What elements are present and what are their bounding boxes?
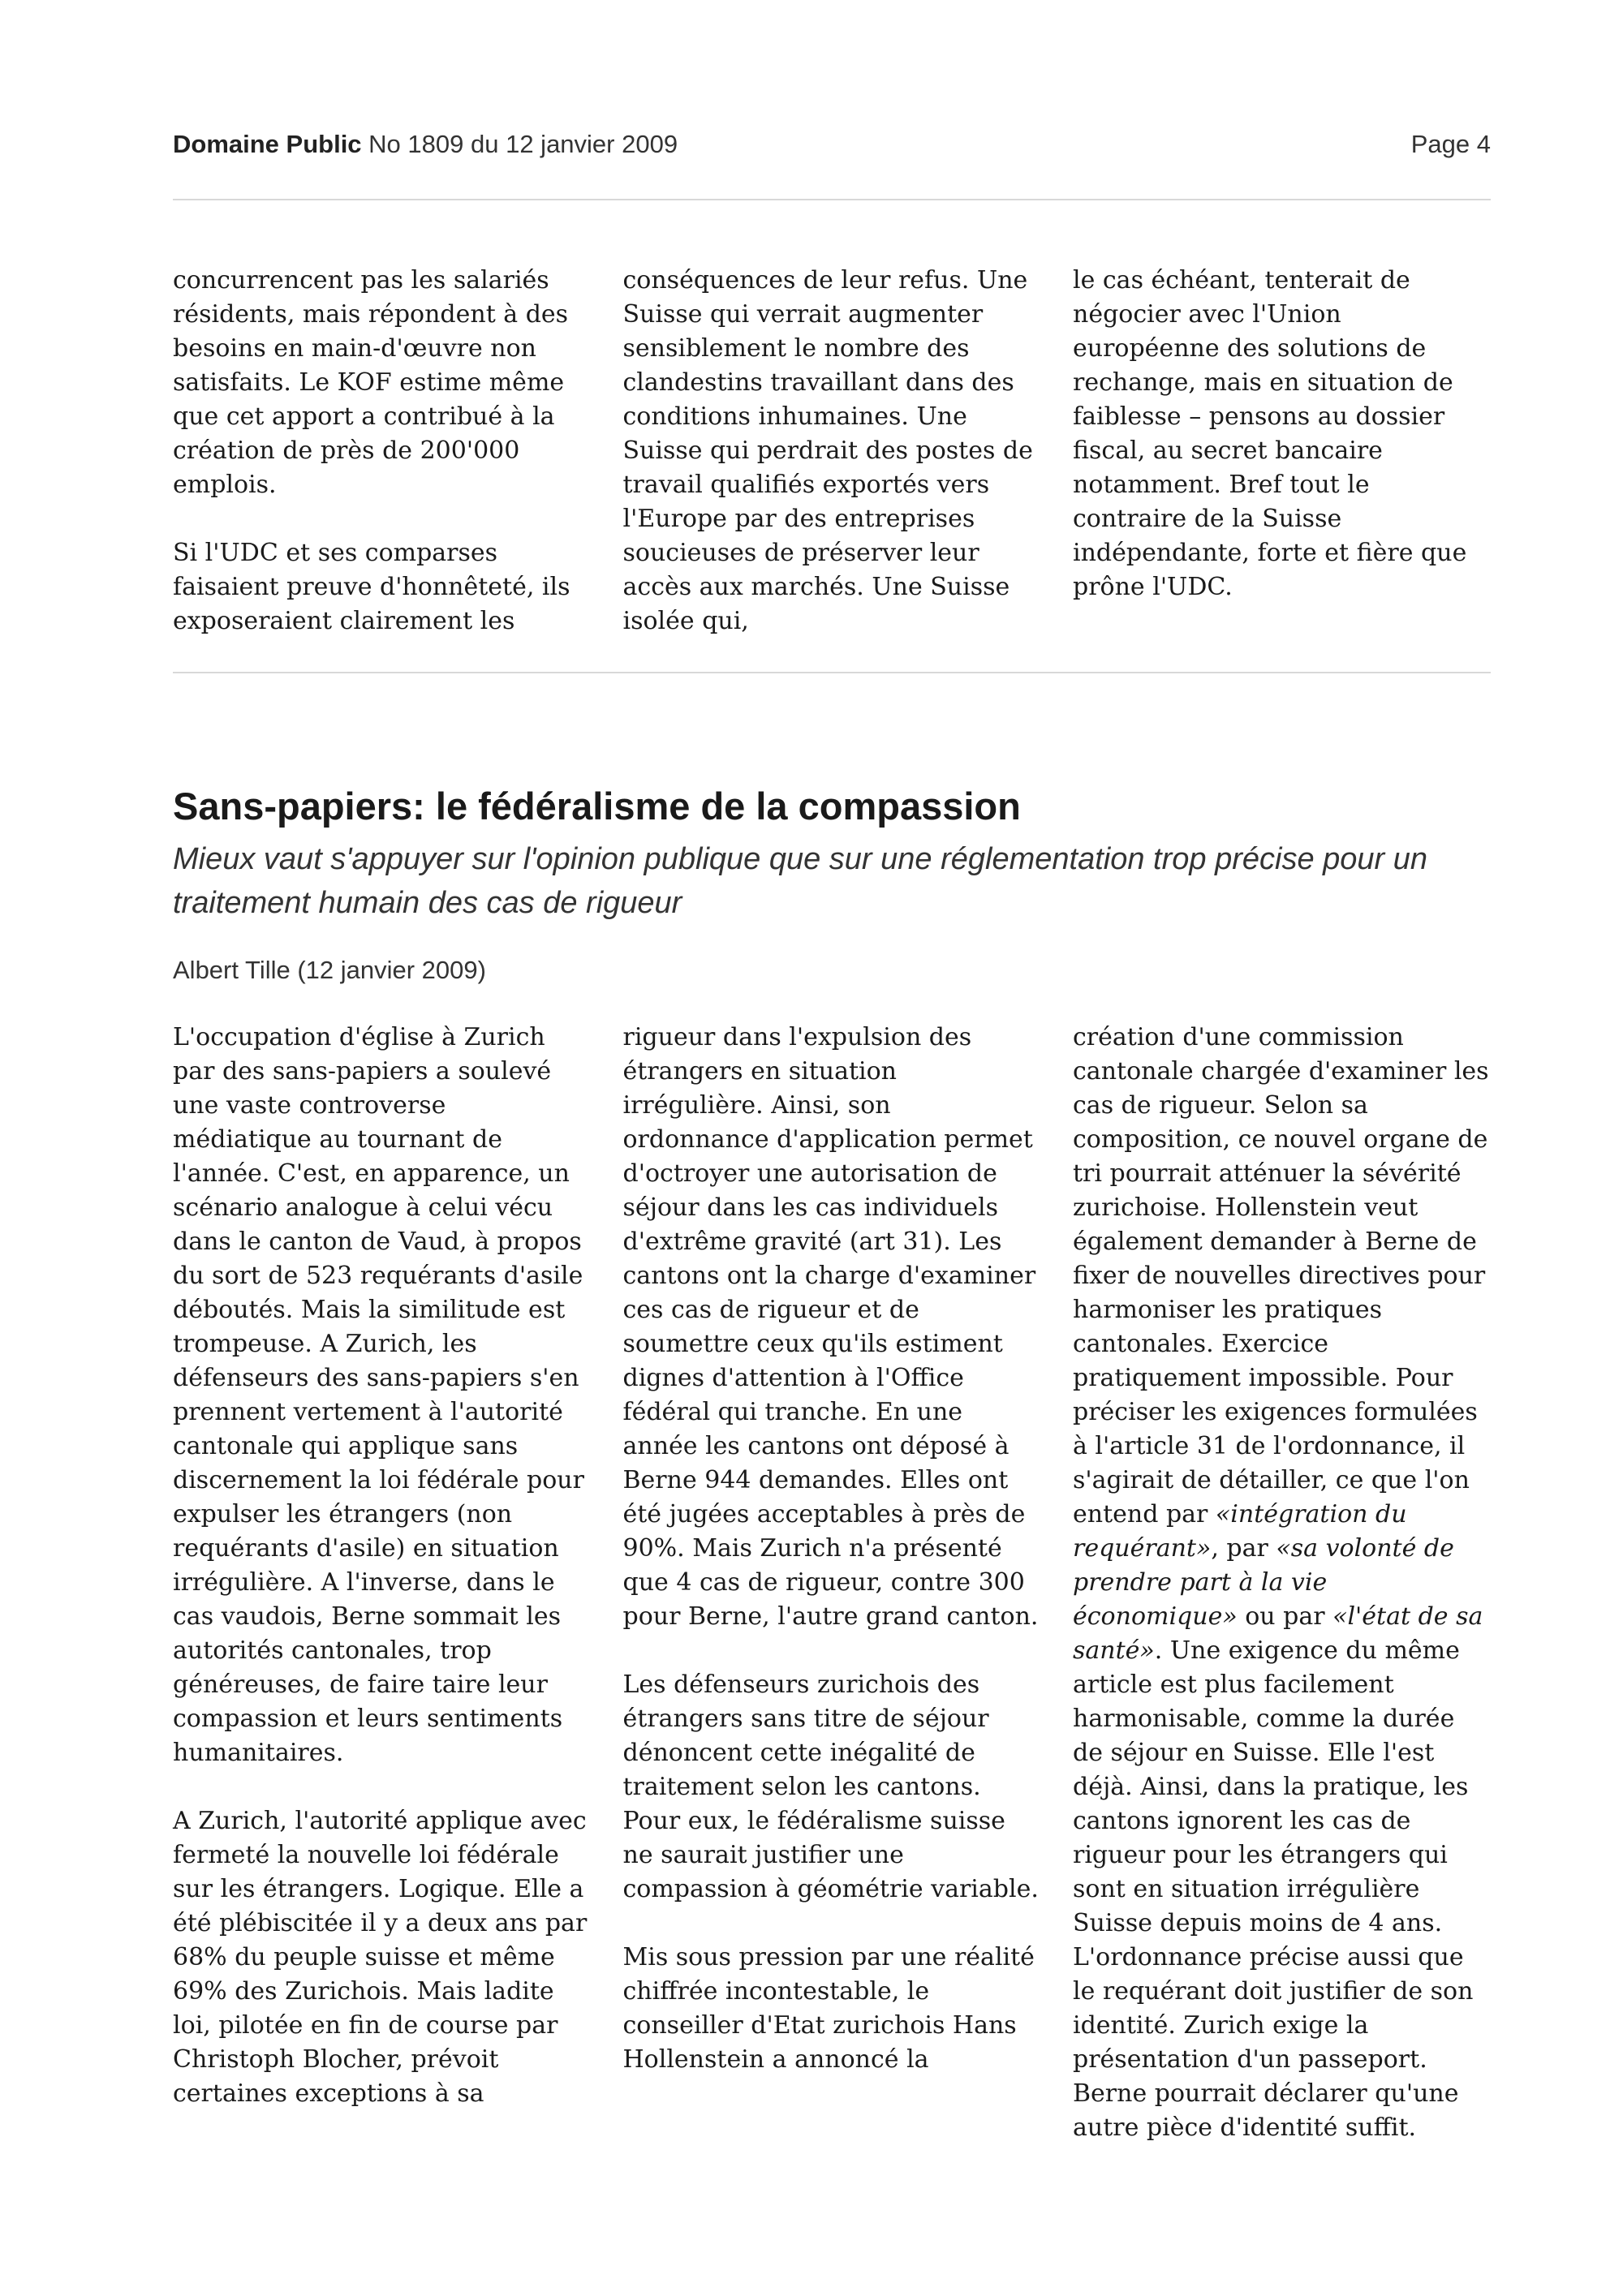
article-subtitle: Mieux vaut s'appuyer sur l'opinion publique que sur une réglementation trop précise pour un traitement humain des cas de rigueur xyxy=(173,842,1428,920)
text-segment: . Une exigence du même article est plus facilement harmonisable, comme la durée de séjour en Suisse. Elle l'est déjà. Ainsi, dans la pratique, les cantons ignorent les cas de rigueur pour les étrangers qui sont en situation irrégulière Suisse depuis moins de 4 ans. L'ordonnance précise aussi que le requérant doit justifier de son identité. Zurich exige la présentation d'un passeport. Berne pourrait déclarer qu'une autre pièce d'identité suffit. xyxy=(1073,1636,1474,2142)
publication-name: Domaine Public xyxy=(173,130,362,158)
page-header xyxy=(173,130,1491,162)
paragraph: Si l'UDC et ses comparses faisaient preuve d'honnêteté, ils exposeraient clairement les xyxy=(173,539,570,635)
paragraph: Les défenseurs zurichois des étrangers sans titre de séjour dénoncent cette inégalité de traitement selon les cantons. Pour eux, le fédéralisme suisse ne saurait justifier une compassion à géométrie variable. xyxy=(622,1670,1039,1903)
paragraph xyxy=(1073,1021,1491,2145)
header-divider xyxy=(173,199,1491,200)
issue-info: No 1809 du 12 janvier 2009 xyxy=(368,130,678,158)
publication-info xyxy=(173,130,678,159)
text-segment: , par xyxy=(1211,1534,1276,1563)
quote: «intégration du requérant» xyxy=(1073,1500,1407,1563)
article-column-1 xyxy=(173,1021,591,2145)
previous-article-columns xyxy=(173,264,1491,638)
paragraph: conséquences de leur refus. Une Suisse qui verrait augmenter sensiblement le nombre des clandestins travaillant dans des conditions inhumaines. Une Suisse qui perdrait des postes de travail qualifiés exportés vers l'Europe par des entreprises soucieuses de préserver leur accès aux marchés. Une Suisse isolée qui, xyxy=(622,266,1033,635)
paragraph: rigueur dans l'expulsion des étrangers en situation irrégulière. Ainsi, son ordonnance d'application permet d'octroyer une autorisation de séjour dans les cas individuels d'extrême gravité (art 31). Les cantons ont la charge d'examiner ces cas de rigueur et de soumettre ceux qu'ils estiment dignes d'attention à l'Office fédéral qui tranche. En une année les cantons ont déposé à Berne 944 demandes. Elles ont été jugées acceptables à près de 90%. Mais Zurich n'a présenté que 4 cas de rigueur, contre 300 pour Berne, l'autre grand canton. xyxy=(622,1023,1039,1631)
paragraph: L'occupation d'église à Zurich par des sans-papiers a soulevé une vaste controverse médiatique au tournant de l'année. C'est, en apparence, un scénario analogue à celui vécu dans le canton de Vaud, à propos du sort de 523 requérants d'asile déboutés. Mais la similitude est trompeuse. A Zurich, les défenseurs des sans-papiers s'en prennent vertement à l'autorité cantonale qui applique sans discernement la loi fédérale pour expulser les étrangers (non requérants d'asile) en situation irrégulière. A l'inverse, dans le cas vaudois, Berne sommait les autorités cantonales, trop généreuses, de faire taire leur compassion et leurs sentiments humanitaires. xyxy=(173,1023,584,1767)
article-column-3 xyxy=(1073,1021,1491,2145)
previous-article-column-2 xyxy=(623,264,1041,638)
previous-article-column-1 xyxy=(173,264,591,638)
article-divider xyxy=(173,672,1491,673)
paragraph: concurrencent pas les salariés résidents, mais répondent à des besoins en main-d'œuvre non satisfaits. Le KOF estime même que cet apport a contribué à la création de près de 200'000 emplois. xyxy=(173,266,569,499)
article-byline: Albert Tille (12 janvier 2009) xyxy=(173,956,486,984)
text-segment: ou par xyxy=(1237,1602,1333,1631)
article-column-2 xyxy=(623,1021,1041,2145)
article-columns xyxy=(173,1021,1491,2145)
previous-article-column-3 xyxy=(1073,264,1491,638)
page-number: Page 4 xyxy=(1410,130,1491,158)
quote: «sa volonté de prendre part à la vie économique» xyxy=(1073,1534,1454,1631)
quote: «l'état de sa santé» xyxy=(1073,1602,1483,1665)
article-title: Sans-papiers: le fédéralisme de la compassion xyxy=(173,785,1021,828)
paragraph: A Zurich, l'autorité applique avec fermeté la nouvelle loi fédérale sur les étrangers. Logique. Elle a été plébiscitée il y a deux ans par 68% du peuple suisse et même 69% des Zurichois. Mais ladite loi, pilotée en fin de course par Christoph Blocher, prévoit certaines exceptions à sa xyxy=(173,1807,588,2108)
text-segment: création d'une commission cantonale chargée d'examiner les cas de rigueur. Selon sa composition, ce nouvel organe de tri pourrait atténuer la sévérité zurichoise. Hollenstein veut également demander à Berne de fixer de nouvelles directives pour harmoniser les pratiques cantonales. Exercice pratiquement impossible. Pour préciser les exigences formulées à l'article 31 de l'ordonnance, il s'agirait de détailler, ce que l'on entend par xyxy=(1073,1023,1489,1529)
paragraph: le cas échéant, tenterait de négocier avec l'Union européenne des solutions de rechange, mais en situation de faiblesse – pensons au dossier fiscal, au secret bancaire notamment. Bref tout le contraire de la Suisse indépendante, forte et fière que prône l'UDC. xyxy=(1073,266,1467,601)
paragraph: Mis sous pression par une réalité chiffrée incontestable, le conseiller d'Etat zurichois Hans Hollenstein a annoncé la xyxy=(622,1943,1035,2074)
